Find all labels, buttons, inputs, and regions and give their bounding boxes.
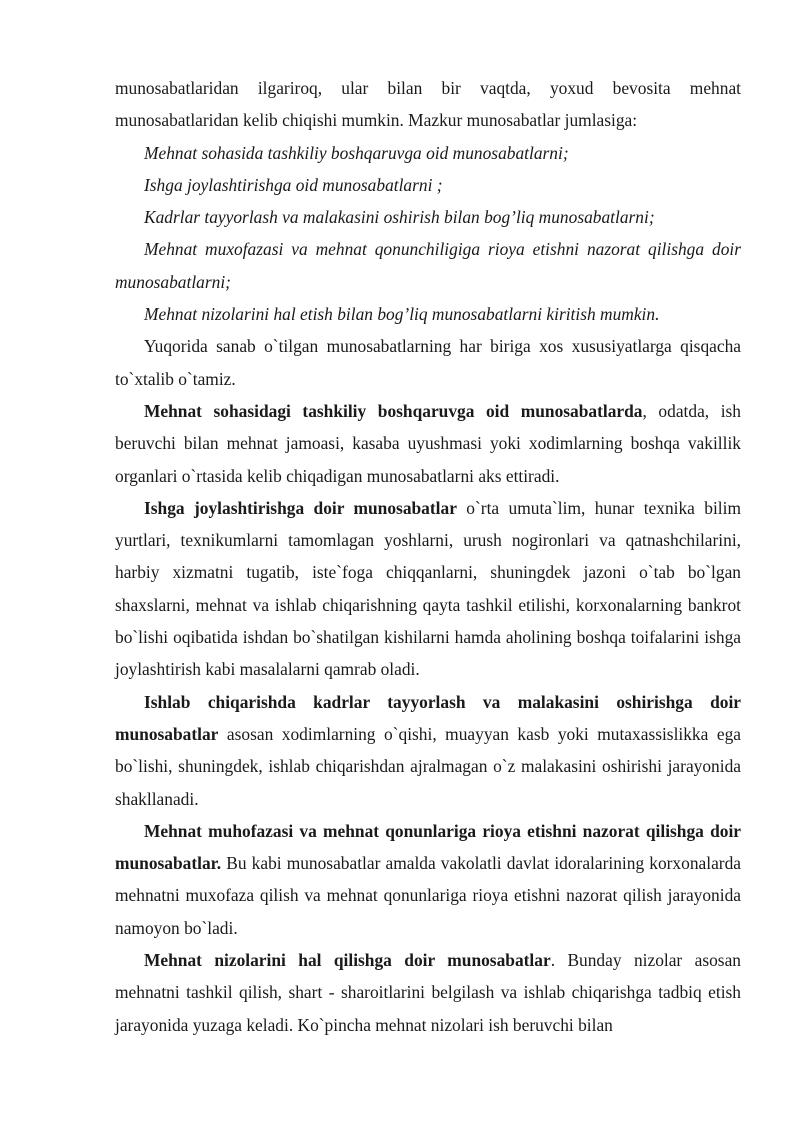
document-page <box>115 72 741 1041</box>
list-item: Mehnat sohasida tashkiliy boshqaruvga oid munosabatlarni; <box>144 142 569 163</box>
paragraph-heading: Mehnat nizolarini hal qilishga doir munosabatlar <box>144 950 551 971</box>
paragraph-heading: Ishlab chiqarishda kadrlar tayyorlash va malakasini oshirishga doir munosabatlar <box>115 691 741 744</box>
list-item: Ishga joylashtirishga oid munosabatlarni ; <box>144 174 443 195</box>
paragraph-employment <box>115 492 741 686</box>
paragraph-training <box>115 686 741 815</box>
paragraph-heading: Mehnat muhofazasi va mehnat qonunlariga rioya etishni nazorat qilishga doir munosabatlar. <box>115 820 741 874</box>
list-item: Kadrlar tayyorlash va malakasini oshirish bilan bog’liq munosabatlarni; <box>144 207 655 228</box>
paragraph-body: o`rta umuta`lim, hunar texnika bilim yurtlari, texnikumlarni tamomlagan yoshlarni, urush nogironlari va qatnashchilarini, harbiy xizmatni tugatib, iste`foga chiqqanlarni, shuningdek jazoni o`tab bo`lgan shaxslarni, mehnat va ishlab chiqarishning qayta tashkil etilishi, korxonalarning bankrot bo`lishi oqibatida ishdan bo`shatilgan kishilarni hamda aholining boshqa toifalarini ishga joylashtirish kabi masalalarni qamrab oladi. <box>115 497 741 680</box>
paragraph-body: , odatda, ish beruvchi bilan mehnat jamoasi, kasaba uyushmasi yoki xodimlarning boshqa vakillik organlari o`rtasida kelib chiqadigan munosabatlarni aks ettiradi. <box>115 400 741 486</box>
list-item: Mehnat muxofazasi va mehnat qonunchiligiga rioya etishni nazorat qilishga doir munosabatlarni; <box>115 239 741 292</box>
paragraph-body: asosan xodimlarning o`qishi, muayyan kasb yoki mutaxassislikka ega bo`lishi, shuningdek, ishlab chiqarishdan ajralmagan o`z malakasini oshirishi jarayonida shakllanadi. <box>115 723 741 809</box>
paragraph-heading: Mehnat sohasidagi tashkiliy boshqaruvga oid munosabatlarda <box>144 400 643 421</box>
paragraph-summary: Yuqorida sanab o`tilgan munosabatlarning har biriga xos xususiyatlarga qisqacha to`xtalib o`tamiz. <box>115 336 741 389</box>
paragraph-body: Bu kabi munosabatlar amalda vakolatli davlat idoralarining korxonalarda mehnatni muxofaza qilish va mehnat qonunlariga rioya etishni nazorat qilish jarayonida namoyon bo`ladi. <box>115 853 741 938</box>
paragraph-labor-disputes <box>115 944 741 1041</box>
paragraph-intro: munosabatlaridan ilgariroq, ular bilan bir vaqtda, yoxud bevosita mehnat munosabatlaridan kelib chiqishi mumkin. Mazkur munosabatlar jumlasiga: <box>115 78 741 131</box>
paragraph-management <box>115 395 741 492</box>
paragraph-labor-protection <box>115 815 741 944</box>
paragraph-body: . Bunday nizolar asosan mehnatni tashkil qilish, shart - sharoitlarini belgilash va ishlab chiqarishga tadbiq etish jarayonida yuzaga keladi. Ko`pincha mehnat nizolari ish beruvchi bilan <box>115 950 741 1035</box>
paragraph-heading: Ishga joylashtirishga doir munosabatlar <box>144 497 457 518</box>
list-item: Mehnat nizolarini hal etish bilan bog’liq munosabatlarni kiritish mumkin. <box>144 304 660 325</box>
